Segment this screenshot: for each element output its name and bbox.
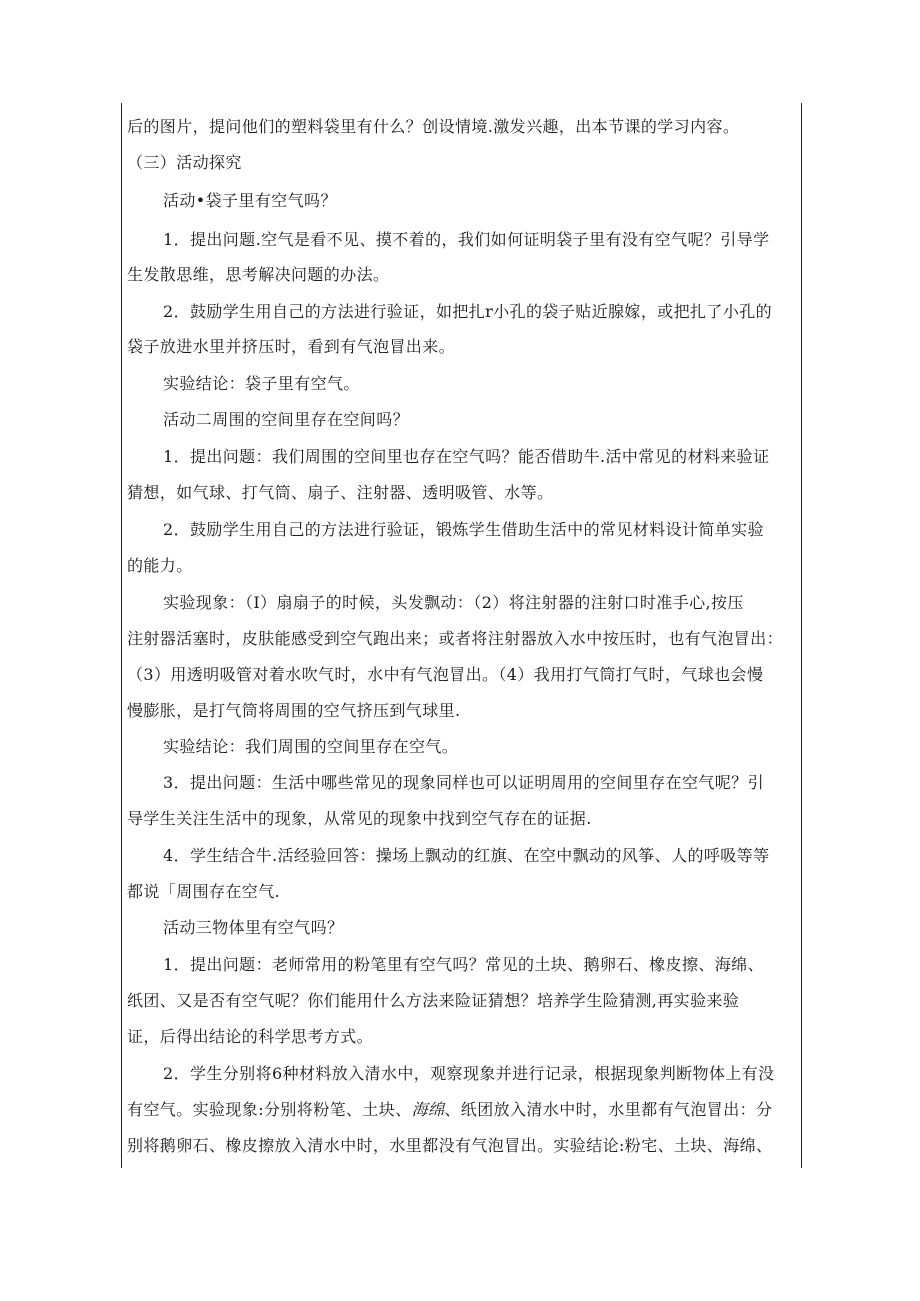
paragraph-line: 生发散思维，思考解决问题的办法。 <box>127 265 390 284</box>
paragraph-line: 都说「周围存在空气. <box>127 882 281 901</box>
paragraph-line: 导学生关注生活中的现象，从常见的现象中找到空气存在的证据. <box>127 809 592 828</box>
paragraph-line: 1．提出问题：我们周围的空间里也存在空气吗？能否借助牛.活中常见的材料来验证 <box>163 447 770 466</box>
paragraph-line: 注射器活塞时，皮肤能感受到空气跑出来；或者将注射器放入水中按压时，也有气泡冒出： <box>127 629 784 648</box>
paragraph-line: 猜想，如气球、打气筒、扇子、注射器、透明吸管、水等。 <box>127 483 554 502</box>
paragraph-line: 2．鼓励学生用自己的方法进行验证，锻炼学生借助生活中的常见材料设计简单实验 <box>163 520 764 539</box>
paragraph-line: 别将鹅卵石、橡皮擦放入清水中时，水里都没有气泡冒出。实验结论:粉宅、土块、海绵、 <box>127 1136 773 1155</box>
text-run: 、纸团放入清水中时，水里都有气泡冒出：分 <box>444 1100 773 1119</box>
paragraph-line <box>127 1099 802 1121</box>
paragraph-line: 2．学生分别将6种材料放入清水中，观察现象并进行记录，根据现象判断物体上有没 <box>163 1064 775 1083</box>
paragraph-line: 纸团、又是否有空气呢？你们能用什么方法来险证猜想？培养学生险猜测,再实验来验 <box>127 991 740 1010</box>
conclusion-line: 实验结论：袋子里有空气。 <box>163 374 360 393</box>
paragraph-line: 1．提出问题.空气是看不见、摸不着的，我们如何证明袋子里有没有空气呢？引导学 <box>163 230 770 249</box>
italic-text-run: 海绵 <box>411 1100 445 1119</box>
paragraph-line: 4．学生结合牛.活经验回答：操场上飘动的红旗、在空中飘动的风筝、人的呼吸等等 <box>163 846 770 865</box>
paragraph-line: 后的图片，提问他们的塑料袋里有什么？创设情境.激发兴趣，出本节课的学习内容。 <box>127 117 740 136</box>
paragraph-line: 1．提出问题：老师常用的粉笔里有空气吗？常见的土块、鹅卵石、橡皮擦、海绵、 <box>163 955 764 974</box>
paragraph-line: 袋子放进水里并挤压时，看到有气泡冒出来。 <box>127 337 456 356</box>
paragraph-line: 证，后得出结论的科学思考方式。 <box>127 1027 374 1046</box>
paragraph-line: 慢膨胀，是打气筒将周围的空气挤压到气球里. <box>127 701 461 720</box>
section-heading: （三）活动探究 <box>127 153 242 172</box>
paragraph-line: 实验现象：（I）扇扇子的时候，头发飘动：（2）将注射器的注射口时准手心,按压 <box>163 593 744 612</box>
activity-heading: 活动二周围的空间里存在空间吗？ <box>163 410 410 429</box>
activity-heading: 活动•袋子里有空气吗？ <box>163 191 337 210</box>
text-run: 有空气。实验现象:分别将粉笔、土块、 <box>127 1100 412 1119</box>
paragraph-line: 2．鼓励学生用自己的方法进行验证，如把扎r小孔的袋子贴近腺嫁，或把扎了小孔的 <box>163 302 773 321</box>
conclusion-line: 实验结论：我们周围的空间里存在空气。 <box>163 737 459 756</box>
paragraph-line: 3．提出问题：生活中哪些常见的现象同样也可以证明周用的空间里存在空气呢？引 <box>163 773 764 792</box>
paragraph-line: （3）用透明吸管对着水吹气时，水中有气泡冒出。（4）我用打气筒打气时，气球也会慢 <box>127 665 764 684</box>
paragraph-line: 的能力。 <box>127 556 193 575</box>
activity-heading: 活动三物体里有空气吗？ <box>163 918 344 937</box>
